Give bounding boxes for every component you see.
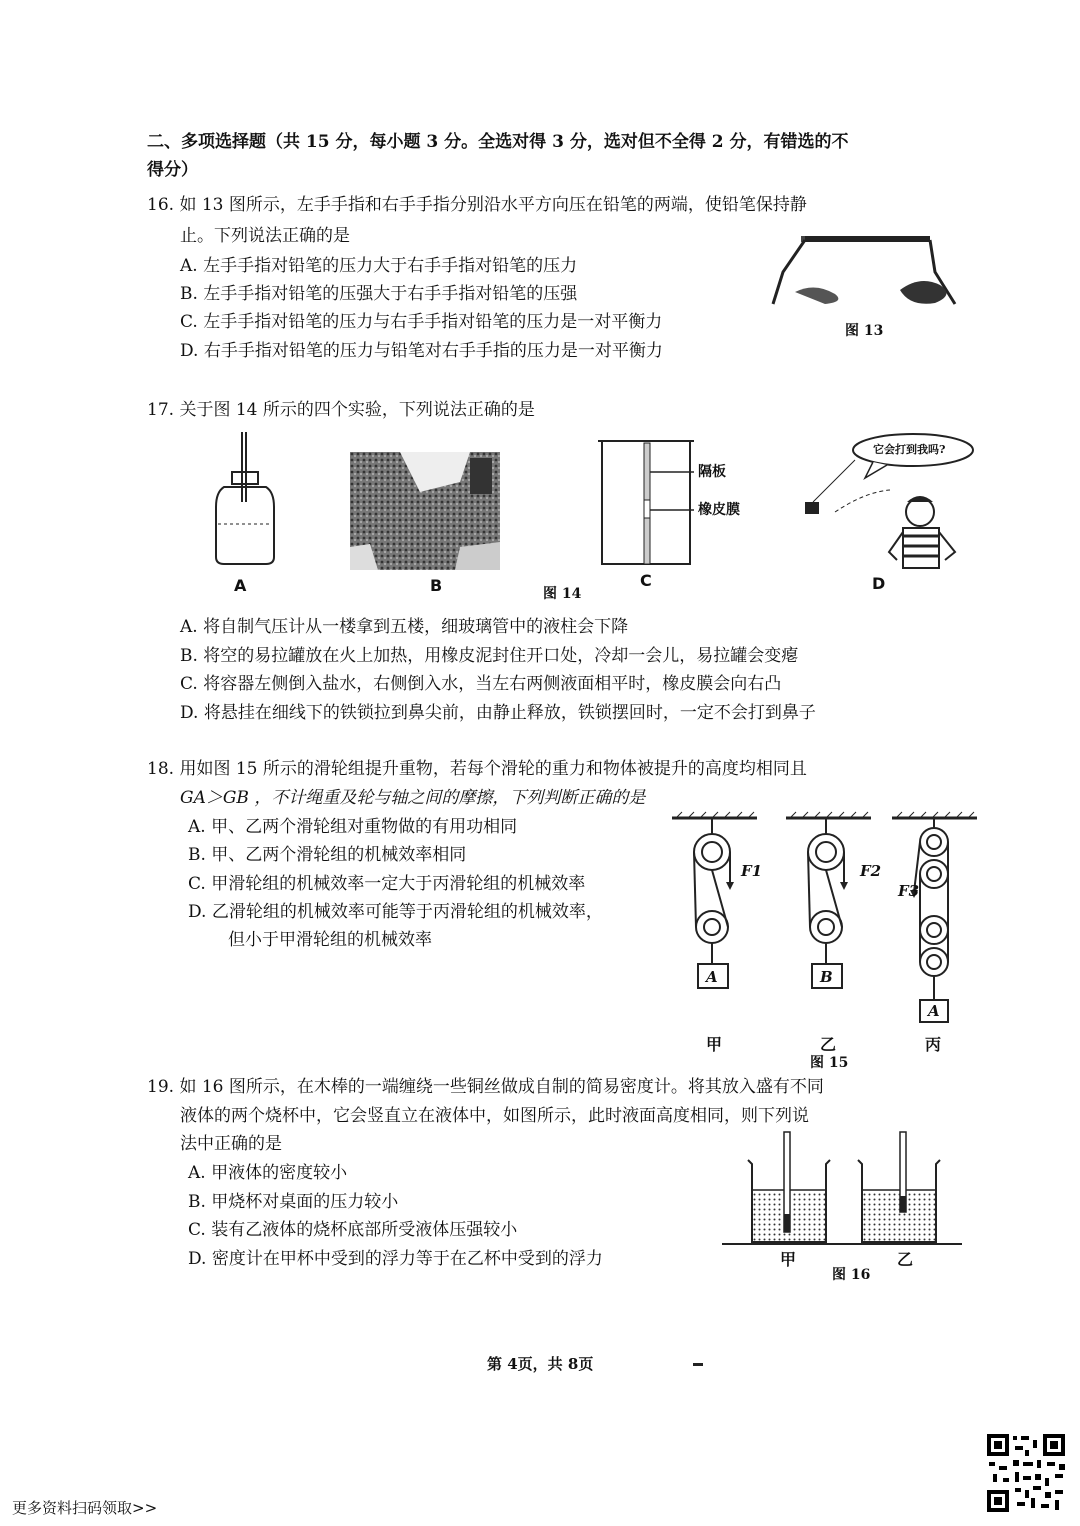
- figure-14c-label: C: [640, 571, 652, 590]
- q18-option-d-line1: D. 乙滑轮组的机械效率可能等于丙滑轮组的机械效率，: [188, 902, 603, 922]
- q18-stem-line1: 18. 用如图 15 所示的滑轮组提升重物，若每个滑轮的重力和物体被提升的高度均相同且: [147, 759, 807, 779]
- page-number: 第 4页，共 8页: [487, 1355, 594, 1373]
- figure-14c-container: [598, 438, 698, 568]
- qr-code[interactable]: [985, 1432, 1067, 1514]
- q18-option-a: A. 甲、乙两个滑轮组对重物做的有用功相同: [188, 817, 518, 837]
- figure-14d-speech-bubble: 它会打到我吗?: [873, 443, 946, 456]
- figure-15-caption: 图 15: [810, 1055, 849, 1071]
- q18-option-d-line2: 但小于甲滑轮组的机械效率: [228, 930, 432, 950]
- figure-14c-membrane-label: 橡皮膜: [698, 502, 740, 518]
- q17-option-b: B. 将空的易拉罐放在火上加热，用橡皮泥封住开口处，冷却一会儿，易拉罐会变瘪: [180, 646, 799, 666]
- q19-option-a: A. 甲液体的密度较小: [188, 1163, 348, 1183]
- figure-15-pulley-bing: [892, 812, 982, 1028]
- q17-option-a: A. 将自制气压计从一楼拿到五楼，细玻璃管中的液柱会下降: [180, 617, 629, 637]
- figure-15-label-yi: 乙: [820, 1035, 837, 1054]
- figure-14a-barometer: [210, 432, 280, 572]
- figure-16-label-jia: 甲: [780, 1250, 797, 1269]
- q16-option-c: C. 左手手指对铅笔的压力与右手手指对铅笔的压力是一对平衡力: [180, 312, 663, 332]
- q17-option-d: D. 将悬挂在细线下的铁锁拉到鼻尖前，由静止释放，铁锁摆回时，一定不会打到鼻子: [180, 703, 816, 723]
- figure-16-caption: 图 16: [832, 1267, 871, 1283]
- figure-14-caption: 图 14: [543, 586, 582, 602]
- q16-option-b: B. 左手手指对铅笔的压强大于右手手指对铅笔的压强: [180, 284, 578, 304]
- figure-14c-partition-label: 隔板: [698, 464, 726, 480]
- q19-option-c: C. 装有乙液体的烧杯底部所受液体压强较小: [188, 1220, 518, 1240]
- q18-option-b: B. 甲、乙两个滑轮组的机械效率相同: [188, 845, 467, 865]
- figure-13-caption: 图 13: [845, 323, 884, 339]
- figure-15-pulley-jia: [672, 812, 762, 992]
- figure-14b-label: B: [430, 576, 443, 595]
- figure-15-label-jia: 甲: [706, 1035, 723, 1054]
- figure-14a-label: A: [234, 576, 247, 595]
- q16-stem-line2: 止。下列说法正确的是: [180, 226, 350, 246]
- figure-16-label-yi: 乙: [897, 1250, 914, 1269]
- q19-option-d: D. 密度计在甲杯中受到的浮力等于在乙杯中受到的浮力: [188, 1249, 603, 1269]
- q18-stem-line2: GA＞GB ，不计绳重及轮与轴之间的摩擦，下列判断正确的是: [180, 788, 646, 808]
- figure-15-block-a: A: [706, 968, 718, 986]
- figure-16-beakers: [722, 1132, 962, 1252]
- section-header-line2: 得分）: [147, 160, 198, 180]
- promo-text: 更多资料扫码领取>>: [12, 1499, 158, 1517]
- section-header-line1: 二、多项选择题（共 15 分，每小题 3 分。全选对得 3 分，选对但不全得 2 分，有错选的不: [147, 132, 849, 152]
- scan-mark: [693, 1363, 703, 1366]
- q17-option-c: C. 将容器左侧倒入盐水，右侧倒入水，当左右两侧液面相平时，橡皮膜会向右凸: [180, 674, 782, 694]
- figure-15-force-f1: F1: [741, 862, 763, 880]
- q19-stem-line3: 法中正确的是: [180, 1134, 282, 1154]
- q16-option-a: A. 左手手指对铅笔的压力大于右手手指对铅笔的压力: [180, 256, 578, 276]
- q17-stem: 17. 关于图 14 所示的四个实验，下列说法正确的是: [147, 400, 535, 420]
- q19-option-b: B. 甲烧杯对桌面的压力较小: [188, 1192, 399, 1212]
- figure-15-pulley-yi: [786, 812, 876, 992]
- figure-15-force-f3: F3: [898, 882, 920, 900]
- q16-stem-line1: 16. 如 13 图所示，左手手指和右手手指分别沿水平方向压在铅笔的两端，使铅笔保持静: [147, 195, 807, 215]
- figure-15-force-f2: F2: [860, 862, 882, 880]
- figure-15-label-bing: 丙: [925, 1035, 942, 1054]
- figure-14d-label: D: [872, 574, 886, 593]
- q19-stem-line2: 液体的两个烧杯中，它会竖直立在液体中，如图所示，此时液面高度相同，则下列说: [180, 1106, 809, 1126]
- figure-15-block-c: A: [928, 1002, 940, 1020]
- q16-option-d: D. 右手手指对铅笔的压力与铅笔对右手手指的压力是一对平衡力: [180, 341, 663, 361]
- figure-14b-can-photo: [350, 452, 500, 570]
- q18-option-c: C. 甲滑轮组的机械效率一定大于丙滑轮组的机械效率: [188, 874, 586, 894]
- figure-15-block-b: B: [820, 968, 833, 986]
- figure-13-pencil: [765, 232, 965, 312]
- q19-stem-line1: 19. 如 16 图所示，在木棒的一端缠绕一些铜丝做成自制的简易密度计。将其放入盛有不同: [147, 1077, 824, 1097]
